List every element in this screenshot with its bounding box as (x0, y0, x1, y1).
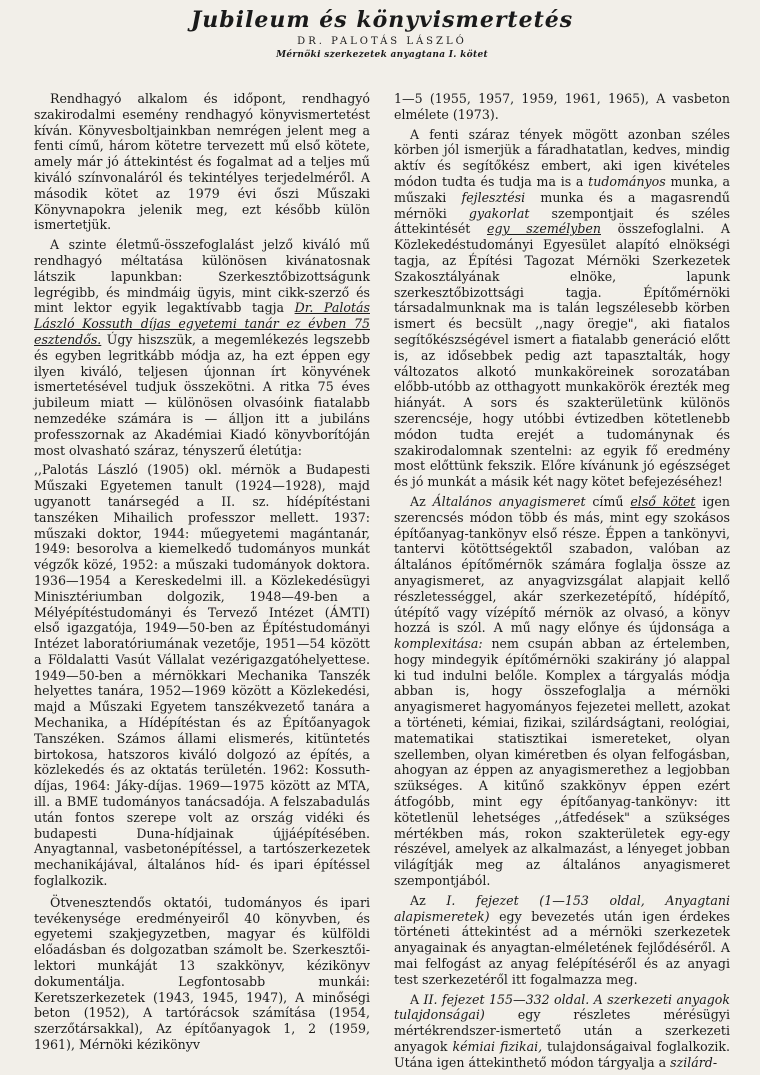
chapter-two-text-a: A (410, 991, 424, 1007)
paragraph-works-cont: 1—5 (1955, 1957, 1959, 1961, 1965), A vasbeton elmélete (1973). (394, 91, 730, 122)
article-author: DR. PALOTÁS LÁSZLÓ (297, 36, 467, 47)
paragraph-chapter-two (394, 992, 730, 1071)
article-subtitle: Mérnöki szerkezetek anyagtana I. kötet (276, 50, 488, 60)
chapter-one-text-b: egy bevezetés után igen érdekes történeti áttekintést ad a mérnöki szerkezetek anyagainak és anyagtan-elméletének fejlődéséről. A mai felfogást az anyag felépítéséről és az anyagi test szerkezetéről itt fogalmazza meg. (394, 908, 730, 987)
tribute-text-d: szempontjait és széles áttekintését (394, 205, 730, 237)
tribute-text-f: összefoglalni. A Közlekedéstudományi Egyesület alapító elnökségi tagja, az Építési Tagozat Mérnöki Szerkezetek Szakosztályának elnöke, lapunk szerkesztőbizottsági tagja. Építőmérnöki társadalmunknak ma is talán legszélesebb körben ismert és becsült ,,nagy öregje", aki fiatalos segítőkészségével ismert a fiatalabb generáció előtt is, az idősebbek pedig azt tapasztalták, hogy változatos alkotó munkaköreinek sorozatában előbb-utóbb az otthagyott munkakörök érezték meg hiányát. A sors és szakterületünk különös szerencséje, hogy utóbbi évtizedben kötetlenebb módon tudta erejét a tudománynak és szakirodalomnak szentelni: az egyik fő eredmény most előttünk fekszik. Előre kívánunk jó egészséget és jó munkát a másik két nagy kötet befejezéséhez! (394, 221, 730, 490)
jubilee-text-a: A szinte életmű-összefoglalást jelző kiváló mű rendhagyó méltatása különösen kivánatosnak látszik lapunkban: Szerkesztőbizottságunk legrégibb, és mindmáig ügyis, mint cikk-szerző és mint lektor egyik legaktívabb tagja (34, 237, 370, 316)
emph-chapter-two: II. fejezet 155—332 oldal. A szerkezeti anyagok tulajdonságai) (394, 991, 730, 1023)
emph-chapter-one: I. fejezet (1—153 oldal, Anyagtani alapismeretek) (394, 892, 730, 924)
emph-egy-szemelyben: egy személyben (487, 221, 601, 237)
paragraph-tribute (394, 127, 730, 490)
right-column (394, 91, 730, 1075)
emph-altalanos-anyagismeret: Általános anyagismeret (432, 493, 586, 509)
tribute-text-b: munka, a műszaki (394, 173, 730, 205)
paragraph-works: Ötvenesztendős oktatói, tudományos és ipari tevékenysége eredményeiről 40 könyvben, és egyetemi szakjegyzetben, magyar és külföldi előadásban és dolgozatban számolt be. Szerkesztői-lektori munkáját 13 szakkönyv, kézikönyv dokumentálja. Legfontosabb munkái: Keretszerkezetek (1943, 1945, 1947), A minőségi beton (1952), A tartórácsok számítása (1954, szerzőtársakkal), Az építőanyagok 1, 2 (1959, 1961), Mérnöki kézikönyv (34, 894, 370, 1053)
emph-fejlesztesi: fejlesztési (461, 189, 526, 205)
chapter-two-text-c: tulajdonságaival foglalkozik. Utána igen áttekinthető módon tárgyalja a (394, 1039, 730, 1070)
emph-komplexitasa: komplexitása: (394, 636, 483, 652)
chapter-one-text-a: Az (410, 892, 447, 908)
left-column (34, 91, 370, 1075)
chapter-two-text-b: egy részletes mérésügyi mértékrendszer-ismertető után a szerkezeti anyagok (394, 1007, 730, 1055)
article-body (34, 91, 730, 1075)
volume-text-d: nem csupán abban az értelemben, hogy mindegyik építőmérnöki szakirány jó alappal ki tud indulni belőle. Komplex a tárgyalás módja abban is, hogy összefoglalja a mérnöki anyagismeret hagyományos fejezetei mellett, azokat a történeti, kémiai, fizikai, szilárdságtani, reológiai, matematikai statisztikai ismereteket, olyan szellemben, olyan kiméretben és olyan felfogásban, ahogyan az éppen az anyagismerethez a legjobban szükséges. A kitűnő szakkönyv éppen ezért átfogóbb, mint egy építőanyag-tankönyv: itt kötetlenül lehetséges ,,átfedések" a szükséges mértékben más, rokon szakterületek egy-egy részével, amelyek az alkalmazást, a lényeget jobban világítják meg az általános anyagismeret szempontjából. (394, 636, 730, 889)
tribute-text-c: munka és a magasrendű mérnöki (394, 189, 730, 221)
paragraph-jubilee (34, 237, 370, 458)
article-title: Jubileum és könyvismertetés (190, 7, 574, 33)
volume-text-c: igen szerencsés módon több és más, mint egy szokásos építőanyag-tankönyv első része. Éppen a tankönyvi, tantervi kötöttségektől szabadon, valóban az általános építőmérnök számára foglalja össze az anyagismeret, az anyagvizsgálat alapjait kellő részletességgel, akár szerkezetépítő, hídépítő, útépítő vagy vízépítő mérnök az olvasó, a könyv hozzá is szól. A mű nagy előnye és újdonsága a (394, 493, 730, 636)
tribute-text-a: A fenti száraz tények mögött azonban széles körben jól ismerjük a fáradhatatlan, kedves, mindig aktív és segítőkész embert, aki igen kivételes módon tudta és tudja ma is a (394, 126, 730, 189)
paragraph-intro: Rendhagyó alkalom és időpont, rendhagyó szakirodalmi esemény rendhagyó könyvismertetést kíván. Könyvesboltjainkban nemrégen jelent meg a fenti című, három kötetre tervezett mű első kötete, amely már jó áttekintést és fogalmat ad a teljes mű kiváló színvonaláról és tekintélyes terjedelméről. A második kötet az 1979 évi őszi Műszaki Könyvnapokra jelenik meg, ezt később külön ismertetjük. (34, 91, 370, 233)
biography-quote: ,,Palotás László (1905) okl. mérnök a Budapesti Műszaki Egyetemen tanult (1924—1928), majd ugyanott tanársegéd a II. sz. hídépítéstani tanszéken Mihailich professzor mellett. 1937: műszaki doktor, 1944: műegyetemi magántanár, 1949: besorolva a kiemelkedő tudományos munkát végzők közé, 1952: a műszaki tudományok doktora. 1936—1954 a Kereskedelmi ill. a Közlekedésügyi Minisztériumban dolgozik, 1948—49-ben a Mélyépítéstudományi és Tervező Intézet (ÁMTI) első igazgatója, 1949—50-ben az Építéstudományi Intézet laboratóriumának vezetője, 1951—54 között a Földalatti Vasút Vállalat vezérigazgatóhelyettese. 1949—50-ben a mérnökkari Mechanika Tanszék helyettes tanára, 1952—1969 között a Közlekedési, majd a Műszaki Egyetem tanszékvezető tanára a Mechanika, a Hídépítéstan és az Építőanyagok Tanszéken. Számos állami elismerés, kitüntetés birtokosa, hatszoros kiváló dolgozó az építés, a közlekedés és az oktatás területén. 1962: Kossuth-díjas, 1964: Jáky-díjas. 1969—1975 között az MTA, ill. a BME tudományos tanácsadója. A felszabadulás után fontos szerepe volt az ország vidéki és budapesti Duna-hídjainak újjáépítésében. Anyagtannal, vasbetonépítéssel, a tartószerkezetek mechanikájával, általános híd- és ipari építéssel foglalkozik. (34, 462, 370, 889)
emph-elso-kotet: első kötet (630, 493, 696, 509)
emph-kemiai-fizikai: kémiai fizikai, (452, 1039, 543, 1055)
jubilee-emphasis: Dr. Palotás László Kossuth díjas egyetemi tanár ez évben 75 esztendős. (34, 300, 370, 347)
emph-tudomanyos: tudományos (588, 173, 666, 189)
jubilee-text-b: Úgy hiszszük, a megemlékezés legszebb és egyben legritkább módja az, ha ezt éppen egy ilyen kiváló, teljesen újonnan írt könyvének ismertetésével tudjuk összekötni. A ritka 75 éves jubileum miatt — különösen olvasóink fiatalabb nemzedéke számára is — álljon itt a jubiláns professzornak az Akadémiai Kiadó könyvborítóján most olvasható száraz, tényszerű életútja: (34, 331, 370, 458)
volume-text-a: Az (410, 493, 433, 509)
emph-szilard: szilárd- (670, 1054, 718, 1070)
emph-gyakorlat: gyakorlat (468, 205, 530, 221)
volume-text-b: című (585, 493, 631, 509)
paragraph-chapter-one (394, 893, 730, 988)
paragraph-first-volume (394, 494, 730, 889)
